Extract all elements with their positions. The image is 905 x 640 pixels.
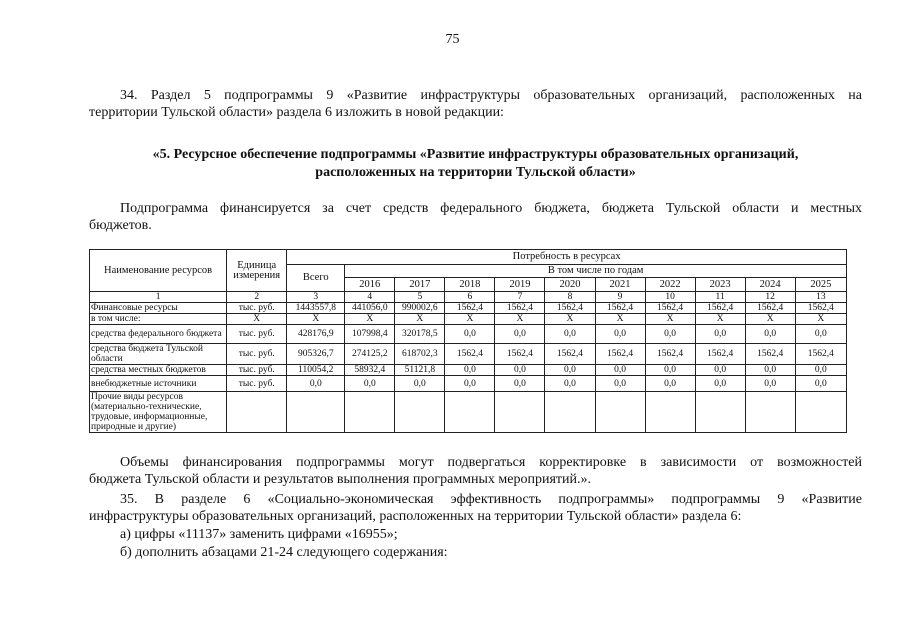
table-cell: 441056,0 [345,303,395,314]
table-row [90,365,847,376]
header-year: 2024 [745,278,795,292]
table-cell: 107998,4 [345,325,395,344]
header-year: 2017 [395,278,445,292]
table-cell: 1562,4 [495,303,545,314]
column-number: 12 [745,292,795,303]
table-cell: тыс. руб. [227,376,287,392]
table-cell: 0,0 [645,376,695,392]
table-cell: X [227,314,287,325]
financing-line-1: Подпрограмма финансируется за счет средств федерального бюджета, бюджета Тульской области и местных [120,201,862,216]
table-cell: 0,0 [545,376,595,392]
row-label: средства федерального бюджета [90,325,227,344]
row-label: внебюджетные источники [90,376,227,392]
table-cell: 0,0 [745,376,795,392]
table-cell: 990002,6 [395,303,445,314]
row-label: Прочие виды ресурсов (материально-технические, трудовые, информационные, природные и другие) [90,392,227,433]
table-cell: 1562,4 [645,303,695,314]
table-cell: X [645,314,695,325]
table-row [90,314,847,325]
table-cell [495,392,545,433]
table-cell: 110054,2 [287,365,345,376]
table-cell [287,392,345,433]
table-cell: 0,0 [695,365,745,376]
table-cell [595,392,645,433]
column-number: 6 [445,292,495,303]
table-cell: 0,0 [545,325,595,344]
table-cell: 1562,4 [445,303,495,314]
table-cell: 1562,4 [445,344,495,365]
column-number: 1 [90,292,227,303]
column-number: 2 [227,292,287,303]
table-cell: X [395,314,445,325]
table-cell: 58932,4 [345,365,395,376]
table-cell: 1562,4 [595,303,645,314]
table-cell: 274125,2 [345,344,395,365]
table-cell: тыс. руб. [227,303,287,314]
table-cell: 1562,4 [795,303,846,314]
table-row [90,325,847,344]
table-cell: 618702,3 [395,344,445,365]
table-cell: 1443557,8 [287,303,345,314]
table-cell: 0,0 [745,365,795,376]
para-35-line-2: инфраструктуры образовательных организаций, расположенных на территории Тульской области» раздела 6: [89,509,742,524]
table-cell: X [795,314,846,325]
header-year: 2018 [445,278,495,292]
table-cell: X [445,314,495,325]
table-cell: 0,0 [495,376,545,392]
header-year: 2022 [645,278,695,292]
section-heading-line-1: «5. Ресурсное обеспечение подпрограммы «Развитие инфраструктуры образовательных организаций, [152,147,799,162]
column-number: 13 [795,292,846,303]
table-cell [227,392,287,433]
table-cell: 0,0 [445,376,495,392]
table-row [90,344,847,365]
row-label: Финансовые ресурсы [90,303,227,314]
table-cell: 0,0 [595,376,645,392]
page-number: 75 [445,32,460,47]
table-cell: 0,0 [287,376,345,392]
row-label: средства бюджета Тульской области [90,344,227,365]
header-year: 2025 [795,278,846,292]
table-cell: 1562,4 [645,344,695,365]
column-number: 7 [495,292,545,303]
table-cell: 1562,4 [545,303,595,314]
table-cell: X [745,314,795,325]
table-cell: 0,0 [645,325,695,344]
para-35-line-1: 35. В разделе 6 «Социально-экономическая эффективность подпрограммы» подпрограммы 9 «Развитие [120,492,862,507]
table-cell: 0,0 [495,325,545,344]
table-cell: 0,0 [595,365,645,376]
para-35-item-a: а) цифры «11137» заменить цифрами «16955»; [120,527,398,542]
table-cell: 0,0 [795,325,846,344]
para-34-line-2: территории Тульской области» раздела 6 изложить в новой редакции: [89,105,504,120]
table-cell: X [287,314,345,325]
table-cell [645,392,695,433]
table-cell: 1562,4 [745,303,795,314]
header-year: 2021 [595,278,645,292]
table-row [90,392,847,433]
table-cell: X [495,314,545,325]
table-cell: 1562,4 [595,344,645,365]
table-cell [795,392,846,433]
table-cell: 0,0 [445,325,495,344]
table-cell: 1562,4 [495,344,545,365]
table-cell: 0,0 [495,365,545,376]
header-by-years: В том числе по годам [345,265,847,278]
table-cell: 1562,4 [695,303,745,314]
table-cell [545,392,595,433]
table-cell: X [695,314,745,325]
table-row [90,376,847,392]
table-cell [445,392,495,433]
table-cell [395,392,445,433]
row-label: в том числе: [90,314,227,325]
table-cell: 0,0 [795,376,846,392]
table-cell: 0,0 [745,325,795,344]
table-cell: X [545,314,595,325]
table-cell: 0,0 [695,325,745,344]
table-cell: 428176,9 [287,325,345,344]
table-cell: X [345,314,395,325]
table-cell: 1562,4 [795,344,846,365]
table-cell [745,392,795,433]
header-year: 2023 [695,278,745,292]
table-cell: тыс. руб. [227,325,287,344]
table-cell: 0,0 [345,376,395,392]
column-number: 4 [345,292,395,303]
table-cell: 0,0 [395,376,445,392]
section-heading-line-2: расположенных на территории Тульской области» [315,165,636,180]
table-cell: 905326,7 [287,344,345,365]
table-cell: 0,0 [595,325,645,344]
column-number: 11 [695,292,745,303]
table-cell: 1562,4 [545,344,595,365]
para-34-line-1: 34. Раздел 5 подпрограммы 9 «Развитие инфраструктуры образовательных организаций, расположенных на [120,88,862,103]
table-cell: 0,0 [445,365,495,376]
header-need: Потребность в ресурсах [287,250,847,265]
table-cell: 0,0 [545,365,595,376]
column-number: 8 [545,292,595,303]
column-number: 5 [395,292,445,303]
row-label: средства местных бюджетов [90,365,227,376]
header-unit: Единица измерения [227,250,287,292]
table-cell: 320178,5 [395,325,445,344]
table-cell: тыс. руб. [227,344,287,365]
table-cell [345,392,395,433]
table-cell: 0,0 [645,365,695,376]
table-cell: 1562,4 [745,344,795,365]
header-year: 2016 [345,278,395,292]
column-number: 3 [287,292,345,303]
table-cell: 0,0 [695,376,745,392]
after-table-line-2: бюджета Тульской области и результатов выполнения программных мероприятий.». [89,472,592,487]
table-cell [695,392,745,433]
para-35-item-b: б) дополнить абзацами 21-24 следующего содержания: [120,545,448,560]
table-cell: 0,0 [795,365,846,376]
after-table-line-1: Объемы финансирования подпрограммы могут подвергаться корректировке в зависимости от возможностей [120,455,862,470]
table-cell: 51121,8 [395,365,445,376]
header-year: 2020 [545,278,595,292]
header-total: Всего [287,265,345,292]
header-resource-name: Наименование ресурсов [90,250,227,292]
table-row [90,303,847,314]
table-cell: тыс. руб. [227,365,287,376]
column-number: 10 [645,292,695,303]
table-cell: 1562,4 [695,344,745,365]
column-number: 9 [595,292,645,303]
header-year: 2019 [495,278,545,292]
table-cell: X [595,314,645,325]
financing-line-2: бюджетов. [89,218,152,233]
resources-table [89,249,847,433]
